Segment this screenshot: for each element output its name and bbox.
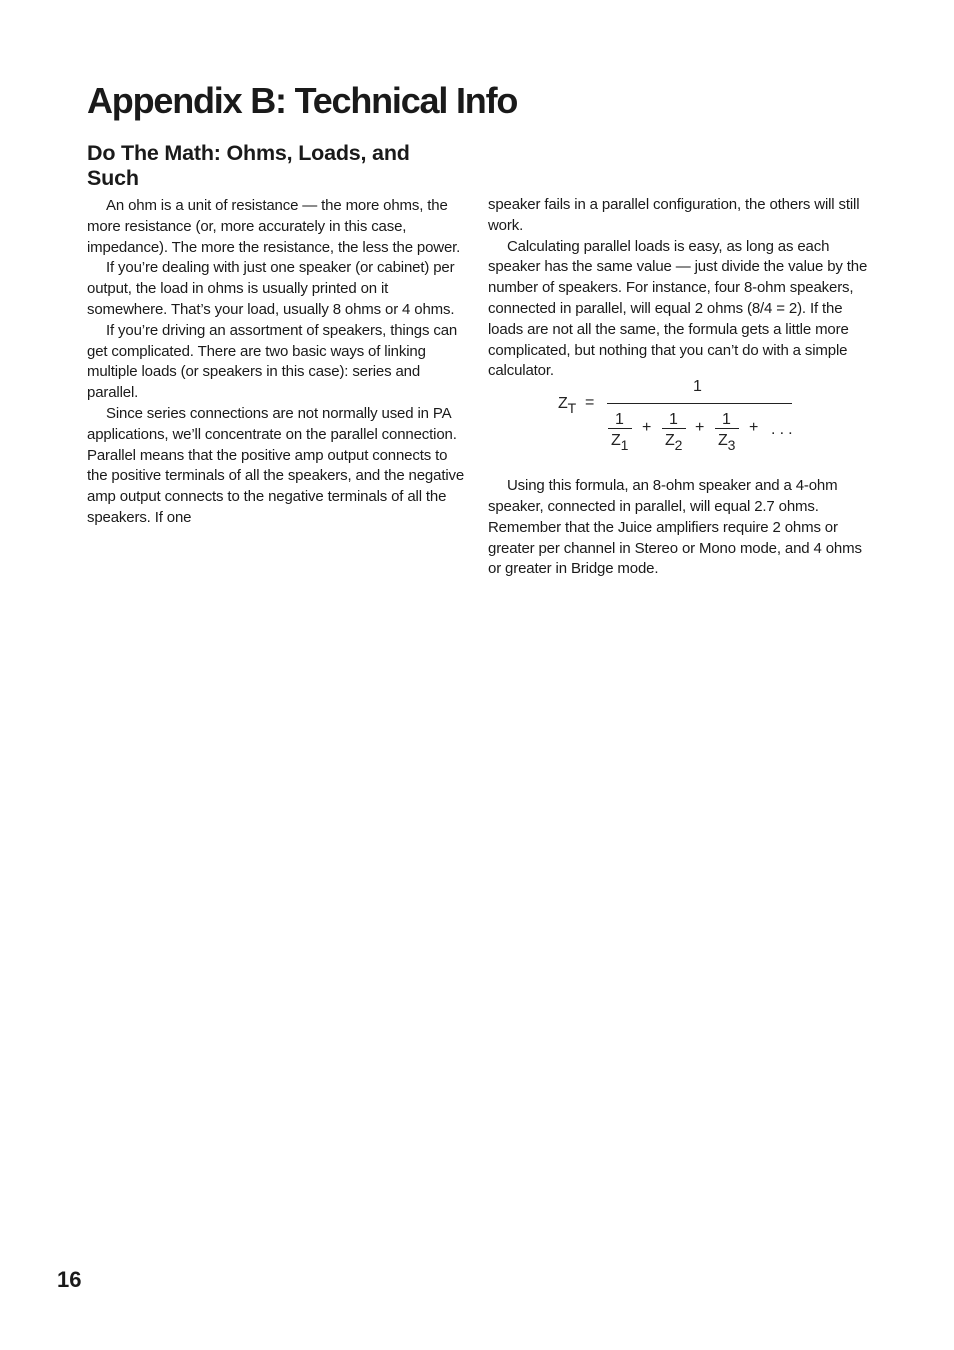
formula-lhs-symbol: Z (558, 395, 568, 413)
paragraph-single-speaker: If you’re dealing with just one speaker (or cabinet) per output, the load in ohms is usually printed on it somewhere. That’s your load, usually 8 ohms or 4 ohms. (87, 259, 455, 318)
formula-term-2-subscript: 2 (674, 437, 683, 454)
formula-term-3-bar (715, 428, 739, 429)
formula-plus-3: + (749, 419, 759, 437)
paragraph-formula-example: Using this formula, an 8-ohm speaker and a 4-ohm speaker, connected in parallel, will equal 2.7 ohms. Remember that the Juice amplifiers require 2 ohms or greater per channel in Stereo or Mono mode, and 4 ohms or greater in Bridge mode. (488, 477, 862, 578)
parallel-load-formula (488, 378, 868, 474)
formula-numerator: 1 (693, 378, 702, 396)
formula-term-2-bar (662, 428, 686, 429)
formula-plus-1: + (642, 419, 652, 437)
page-title: Appendix B: Technical Info (87, 80, 518, 121)
formula-main-fraction-bar (607, 403, 792, 404)
formula-term-2-numerator: 1 (669, 411, 678, 429)
formula-term-1-symbol: Z (611, 432, 621, 450)
formula-term-3-symbol: Z (718, 432, 728, 450)
left-column (87, 196, 469, 529)
formula-term-1-numerator: 1 (615, 411, 624, 429)
formula-lhs (558, 394, 577, 417)
formula-term-3-numerator: 1 (722, 411, 731, 429)
formula-term-3-subscript: 3 (727, 437, 736, 454)
formula-term-2-symbol: Z (665, 432, 675, 450)
formula-term-1-bar (608, 428, 632, 429)
formula-equals: = (585, 394, 595, 412)
formula-term-1-denominator (611, 431, 629, 454)
paragraph-multiple-speakers: If you’re driving an assortment of speakers, things can get complicated. There are two basic ways of linking multiple loads (or speakers in this case): series and parallel. (87, 321, 458, 402)
paragraph-parallel-loads: Calculating parallel loads is easy, as long as each speaker has the same value — just divide the value by the number of speakers. For instance, four 8-ohm speakers, connected in parallel, will equal 2 ohms (8/4 = 2). If the loads are not all the same, the formula gets a little more complicated, but nothing that you can’t do with a simple calculator. (488, 237, 868, 380)
paragraph-continuation: speaker fails in a parallel configuration, the others will still work. (488, 196, 860, 234)
formula-term-1-subscript: 1 (620, 437, 629, 454)
paragraph-ohm-definition: An ohm is a unit of resistance — the more ohms, the more resistance (or, more accurately in this case, impedance). The more the resistance, the less the power. (87, 197, 461, 256)
formula-term-3-denominator (718, 431, 736, 454)
page-number: 16 (57, 1267, 82, 1292)
section-title: Do The Math: Ohms, Loads, and Such (87, 141, 410, 190)
formula-lhs-subscript: T (567, 400, 577, 417)
formula-plus-2: + (695, 419, 705, 437)
paragraph-parallel-connection: Since series connections are not normally used in PA applications, we’ll concentrate on the parallel connection. Parallel means that the positive amp output connects to the positive terminals of all the speakers, and the negative amp output connects to the negative terminals of all the speakers. If one (87, 404, 465, 526)
right-column (488, 195, 868, 580)
formula-ellipsis: . . . (771, 421, 793, 439)
formula-term-2-denominator (665, 431, 683, 454)
